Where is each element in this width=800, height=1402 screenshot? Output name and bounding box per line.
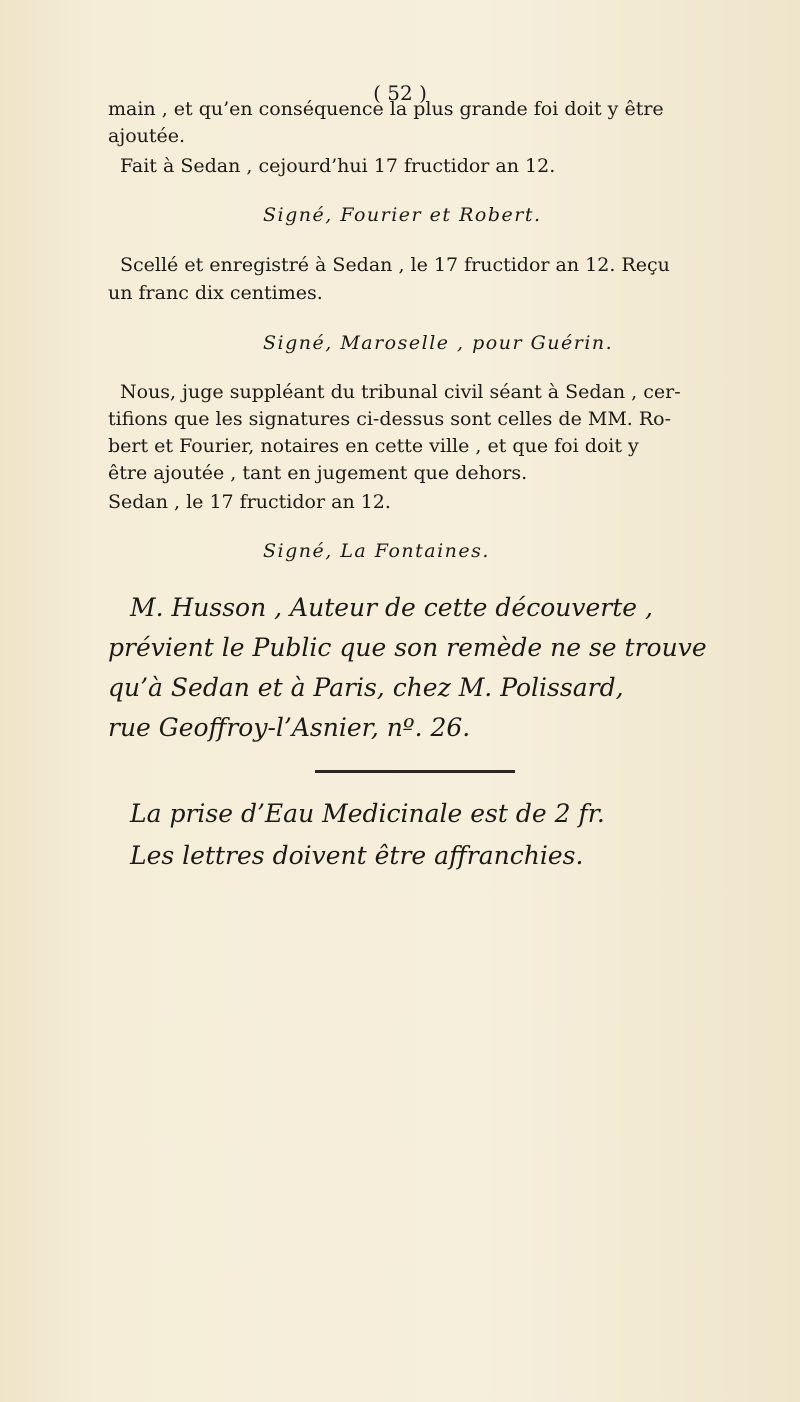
signature-la-fontaines: Signé, La Fontaines. xyxy=(263,540,490,562)
price-notice: La prise d’Eau Medicinale est de 2 fr. xyxy=(130,799,605,828)
scelle-line: Scellé et enregistré à Sedan , le 17 fructidor an 12. Reçu xyxy=(120,254,670,276)
date-line: Sedan , le 17 fructidor an 12. xyxy=(108,491,391,513)
body-line: main , et qu’en conséquence la plus grande foi doit y être xyxy=(108,98,664,120)
notice-line: M. Husson , Auteur de cette découverte , xyxy=(130,593,653,622)
body-line: ajoutée. xyxy=(108,125,186,147)
notice-line: prévient le Public que son remède ne se trouve xyxy=(108,633,707,662)
certification-line: Nous, juge suppléant du tribunal civil séant à Sedan , cer- xyxy=(120,381,681,403)
notice-line: qu’à Sedan et à Paris, chez M. Polissard, xyxy=(108,673,624,702)
letters-notice: Les lettres doivent être affranchies. xyxy=(130,841,584,870)
fait-line: Fait à Sedan , cejourd’hui 17 fructidor an 12. xyxy=(120,155,556,177)
page-number: ( 52 ) xyxy=(373,81,427,105)
certification-line: bert et Fourier, notaires en cette ville , et que foi doit y xyxy=(108,435,639,457)
certification-line: tifions que les signatures ci-dessus sont celles de MM. Ro- xyxy=(108,408,672,430)
notice-line: rue Geoffroy-l’Asnier, nº. 26. xyxy=(108,713,471,742)
certification-line: être ajoutée , tant en jugement que dehors. xyxy=(108,462,528,484)
signature-pour: pour xyxy=(472,332,524,354)
separator-rule xyxy=(315,770,515,773)
signature-fourier-robert: Signé, Fourier et Robert. xyxy=(263,204,542,226)
signature-maroselle-name: Signé, Maroselle , xyxy=(263,332,473,354)
signature-maroselle xyxy=(263,330,613,357)
scelle-line: un franc dix centimes. xyxy=(108,282,323,304)
signature-guerin: Guérin. xyxy=(523,332,614,354)
